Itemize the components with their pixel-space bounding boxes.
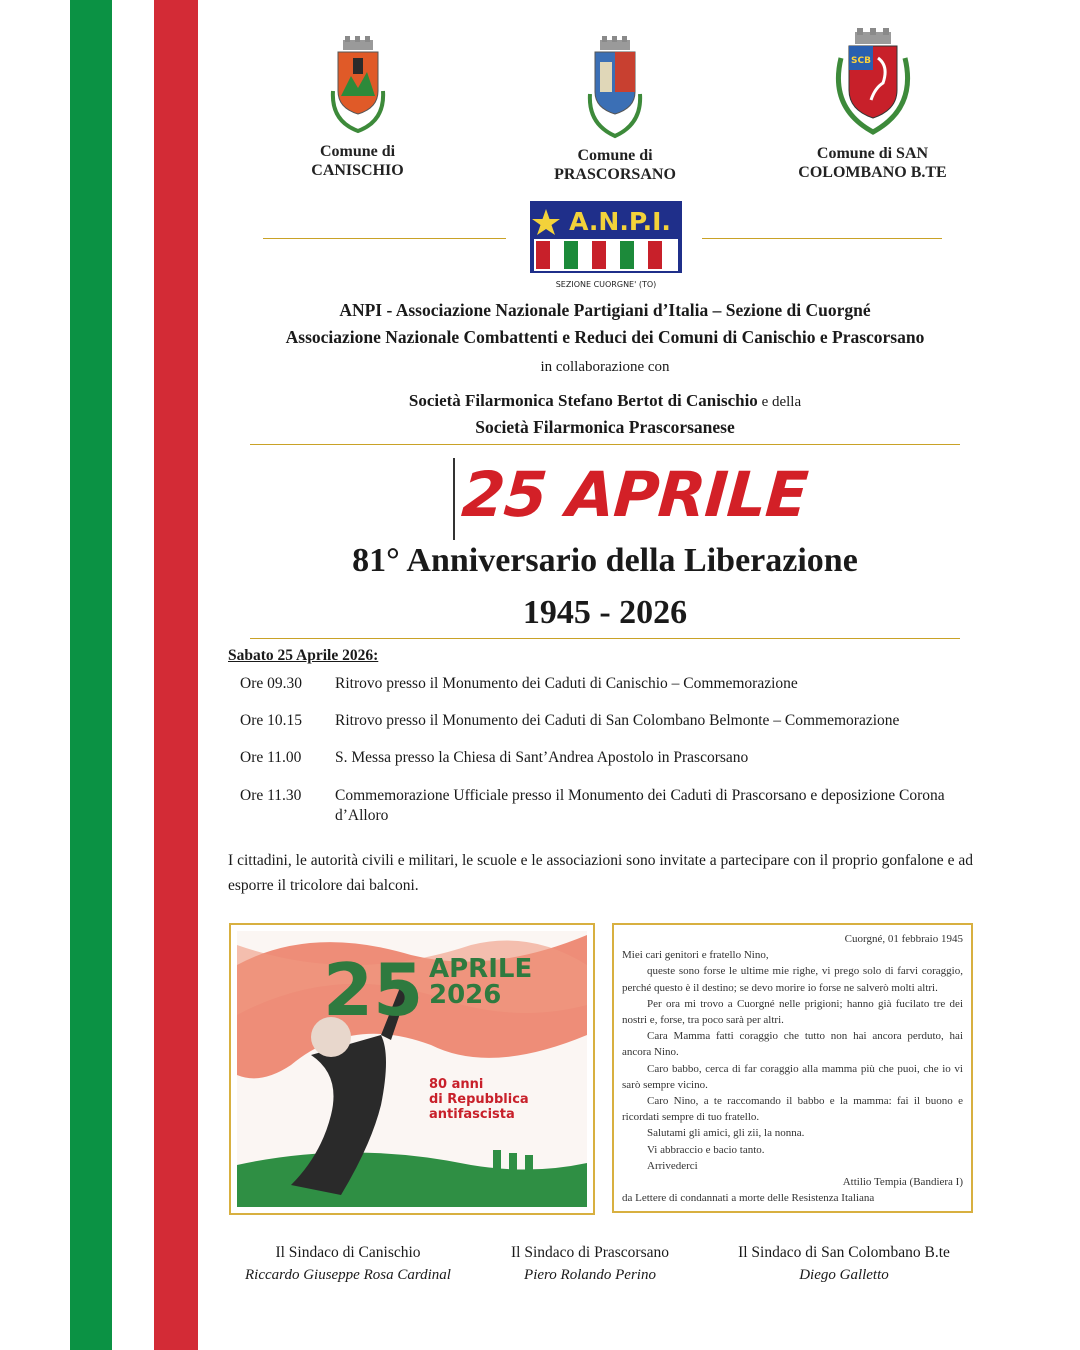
poster-artwork	[231, 925, 593, 1213]
schedule-time: Ore 11.30	[240, 787, 302, 804]
collab-text: in collaborazione con	[540, 359, 670, 375]
signature-name: Diego Galletto	[799, 1267, 889, 1283]
letter-salutation: Miei cari genitori e fratello Nino,	[622, 949, 769, 962]
band-canischio: Società Filarmonica Stefano Bertot di Canischio	[408, 391, 758, 410]
divider	[250, 444, 960, 445]
letter-paragraph: Caro babbo, cerca di far coraggio alla mamma più che puoi, che io vi sarò sempre vicino.	[622, 1062, 963, 1091]
schedule-time: Ore 11.00	[240, 749, 302, 766]
anpi-subtitle: SEZIONE CUORGNE' (TO)	[555, 280, 657, 289]
comune-label: Comune di SAN	[816, 145, 929, 162]
poster-month: APRILE	[429, 954, 533, 984]
schedule-desc: Commemorazione Ufficiale presso il Monumento dei Caduti di Prascorsano e deposizione Corona d’Alloro	[335, 787, 945, 824]
signature-name: Riccardo Giuseppe Rosa Cardinal	[245, 1267, 451, 1283]
anpi-logo	[530, 201, 682, 291]
partisan-letter	[612, 923, 973, 1213]
poster-caption: 80 anni	[429, 1077, 484, 1092]
signature-role: Il Sindaco di San Colombano B.te	[738, 1244, 950, 1261]
comune-name: COLOMBANO B.TE	[798, 164, 947, 181]
comune-label: Comune di	[577, 147, 653, 164]
letter-paragraph: Salutami gli amici, gli zii, la nonna.	[647, 1127, 805, 1140]
letter-paragraph: Cara Mamma fatti coraggio che tutto non hai ancora perduto, hai ancora Nino.	[622, 1030, 963, 1059]
signature-prascorsano	[490, 1244, 690, 1284]
band-connector: e della	[757, 394, 802, 410]
crest-text: SCB	[850, 56, 871, 66]
schedule-time: Ore 09.30	[240, 675, 302, 692]
letter-paragraph: queste sono forse le ultime mie righe, vi prego solo di farvi coraggio, perché questo è il destino; se devo morire io forse ne salverò molti altri.	[622, 965, 963, 994]
signature-san-colombano	[720, 1244, 968, 1284]
signature-canischio	[228, 1244, 468, 1284]
poster-image	[229, 923, 595, 1215]
letter-paragraph: Arrivederci	[647, 1159, 698, 1172]
poster-caption: di Repubblica	[429, 1092, 529, 1107]
poster-year: 2026	[429, 980, 502, 1010]
years-title: 1945 - 2026	[522, 594, 688, 631]
divider	[250, 638, 960, 639]
schedule-heading: Sabato 25 Aprile 2026:	[228, 647, 379, 664]
invite-text: I cittadini, le autorità civili e militari, le scuole e le associazioni sono invitate a partecipare con il proprio gonfalone e ad esporre il tricolore dai balconi.	[228, 852, 973, 894]
schedule-time: Ore 10.15	[240, 712, 302, 729]
schedule-desc: Ritrovo presso il Monumento dei Caduti di San Colombano Belmonte – Commemorazione	[335, 712, 900, 729]
letter-paragraph: Per ora mi trovo a Cuorgné nelle prigioni; hanno già fucilato tre dei nostri e, forse, tra poco sarà per altri.	[622, 997, 963, 1027]
letter-source: da Lettere di condannati a morte delle Resistenza Italiana	[622, 1192, 875, 1205]
anpi-text: A.N.P.I.	[569, 207, 671, 236]
divider	[702, 238, 942, 239]
poster-number: 25	[323, 948, 424, 1032]
comune-prascorsano	[540, 36, 690, 184]
schedule-desc: S. Messa presso la Chiesa di Sant’Andrea Apostolo in Prascorsano	[335, 749, 749, 766]
prascorsano-crest-icon	[580, 36, 650, 140]
letter-paragraph: Caro Nino, a te raccomando il babbo e la mamma: fai il buono e ricordati sempre di tuo fratello.	[622, 1095, 963, 1124]
signature-role: Il Sindaco di Prascorsano	[511, 1244, 669, 1261]
divider	[263, 238, 506, 239]
comune-canischio	[290, 36, 425, 180]
flag-stripe-red	[154, 0, 198, 1350]
date-title: 25 APRILE	[459, 458, 810, 531]
signature-name: Piero Rolando Perino	[524, 1267, 656, 1283]
organizer-anpi: ANPI - Associazione Nazionale Partigiani d’Italia – Sezione di Cuorgné	[339, 300, 871, 320]
schedule-desc: Ritrovo presso il Monumento dei Caduti di Canischio – Commemorazione	[335, 675, 798, 692]
flag-stripe-white	[112, 0, 154, 1350]
anniversary-title: 81° Anniversario della Liberazione	[352, 542, 858, 579]
comune-name: CANISCHIO	[311, 162, 404, 179]
title-bar	[453, 458, 455, 540]
band-line	[200, 391, 1010, 411]
band-prascorsano: Società Filarmonica Prascorsanese	[475, 417, 735, 437]
flag-stripe-green	[70, 0, 112, 1350]
comune-label: Comune di	[319, 143, 396, 160]
letter-dateline: Cuorgné, 01 febbraio 1945	[844, 933, 963, 945]
comune-san-colombano	[780, 28, 965, 182]
canischio-crest-icon	[323, 36, 393, 136]
letter-signature: Attilio Tempia (Bandiera I)	[842, 1176, 963, 1189]
signature-role: Il Sindaco di Canischio	[275, 1244, 421, 1261]
letter-paragraph: Vi abbraccio e bacio tanto.	[647, 1143, 765, 1156]
san-colombano-crest-icon	[823, 28, 923, 138]
organizer-ancr: Associazione Nazionale Combattenti e Reduci dei Comuni di Canischio e Prascorsano	[285, 327, 925, 347]
comune-name: PRASCORSANO	[554, 166, 676, 183]
poster-caption: antifascista	[429, 1107, 515, 1122]
